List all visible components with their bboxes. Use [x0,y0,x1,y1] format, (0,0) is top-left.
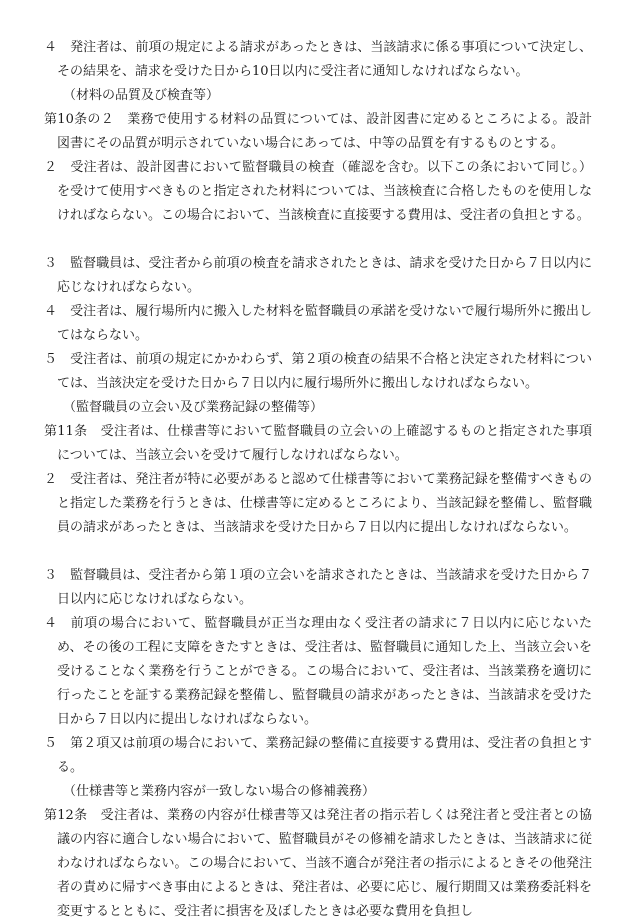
paragraph-text: ５ 受注者は、前項の規定にかかわらず、第２項の検査の結果不合格と決定された材料については、当該決定を受けた日から７日以内に履行場所外に搬出しなければならない。 [44,352,592,391]
clause-11-paragraph-2 [44,468,592,540]
paragraph-text: ５ 第２項又は前項の場合において、業務記録の整備に直接要する費用は、受注者の負担とする。 [44,736,592,775]
heading-text: （仕様書等と業務内容が一致しない場合の修補義務） [63,784,376,799]
paragraph-text: ３ 監督職員は、受注者から前項の検査を請求されたときは、請求を受けた日から７日以内に応じなければならない。 [44,256,592,295]
paragraph-text: ４ 発注者は、前項の規定による請求があったときは、当該請求に係る事項について決定し、その結果を、請求を受けた日から10日以内に受注者に通知しなければならない。 [44,40,592,79]
clause-10-2-paragraph-2 [44,156,592,228]
paragraph-text: ４ 受注者は、履行場所内に搬入した材料を監督職員の承諾を受けないで履行場所外に搬出してはならない。 [44,304,592,343]
paragraph-text: 第11条 受注者は、仕様書等において監督職員の立会いの上確認するものと指定された事項については、当該立会いを受けて履行しなければならない。 [44,424,592,463]
clause-12-paragraph-1 [44,804,592,924]
paragraph-text: 第12条 受注者は、業務の内容が仕様書等又は発注者の指示若しくは発注者と受注者との協議の内容に適合しない場合において、監督職員がその修補を請求したときは、当該請求に従わなければならない。この場合において、当該不適合が発注者の指示によるときその他発注者の責めに帰すべき事由によるときは、発注者は、必要に応じ、履行期間又は業務委託料を変更するとともに、受注者に損害を及ぼしたときは必要な費用を負担し [44,808,592,919]
clause-10-2-paragraph-4 [44,300,592,348]
clause-10-2-paragraph-3 [44,252,592,300]
paragraph-text: ４ 前項の場合において、監督職員が正当な理由なく受注者の請求に７日以内に応じないため、その後の工程に支障をきたすときは、受注者は、監督職員に通知した上、当該立会いを受けることなく業務を行うことができる。この場合において、受注者は、当該業務を適切に行ったことを証する業務記録を整備し、監督職員の請求があったときは、当該請求を受けた日から７日以内に提出しなければならない。 [44,616,592,727]
clause-10-2-paragraph-1 [44,108,592,156]
section-heading-inspection [44,396,592,420]
section-heading-materials [44,84,592,108]
clause-10-paragraph-4 [44,36,592,84]
paragraph-text: 第10条の２ 業務で使用する材料の品質については、設計図書に定めるところによる。設計図書にその品質が明示されていない場合にあっては、中等の品質を有するものとする。 [44,112,592,151]
section-heading-repair [44,780,592,804]
paragraph-text: ３ 監督職員は、受注者から第１項の立会いを請求されたときは、当該請求を受けた日から７日以内に応じなければならない。 [44,568,592,607]
heading-text: （材料の品質及び検査等） [63,88,220,103]
paragraph-text: ２ 受注者は、発注者が特に必要があると認めて仕様書等において業務記録を整備すべきものと指定した業務を行うときは、仕様書等に定めるところにより、当該記録を整備し、監督職員の請求があったときは、当該請求を受けた日から７日以内に提出しなければならない。 [44,472,592,535]
clause-11-paragraph-3 [44,564,592,612]
paragraph-text: ２ 受注者は、設計図書において監督職員の検査（確認を含む。以下この条において同じ。）を受けて使用すべきものと指定された材料については、当該検査に合格したものを使用しなければならない。この場合において、当該検査に直接要する費用は、受注者の負担とする。 [44,160,592,223]
clause-11-paragraph-5 [44,732,592,780]
clause-10-2-paragraph-5 [44,348,592,396]
clause-11-paragraph-4 [44,612,592,732]
clause-11-paragraph-1 [44,420,592,468]
heading-text: （監督職員の立会い及び業務記録の整備等） [63,400,324,415]
